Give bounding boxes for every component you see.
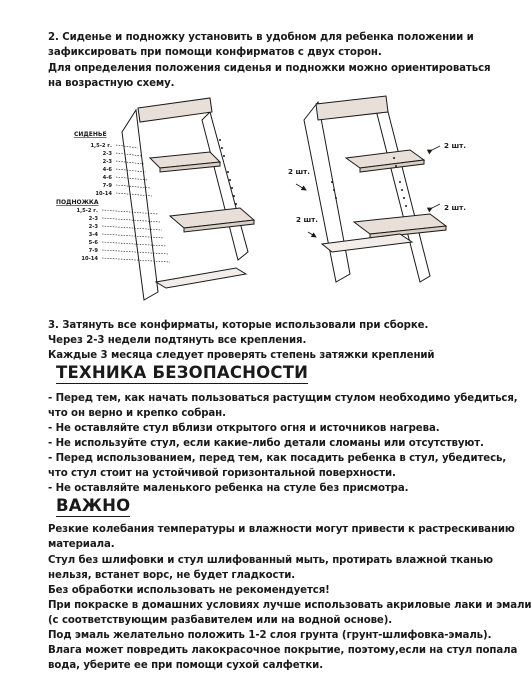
- foot-age-1: 1,5-2 г.: [76, 208, 98, 214]
- important-line-8: Под эмаль желательно положить 1-2 слоя грунта (грунт-шлифовка-эмаль).: [48, 630, 492, 641]
- foot-age-5: 5-6: [88, 240, 98, 246]
- foot-title: ПОДНОЖКА: [56, 199, 99, 206]
- seat-age-2: 2-3: [102, 151, 112, 157]
- important-line-7: (с соответствующим разбавителем или на водной основе).: [48, 615, 393, 626]
- step2-line1: 2. Сиденье и подножку установить в удобном для ребенка положении и: [48, 32, 474, 43]
- safety-line-4: - Не используйте стул, если какие-либо детали сломаны или отсутствуют.: [48, 438, 484, 449]
- seat-age-4: 4-6: [102, 167, 112, 173]
- qty-right-lower: 2 шт.: [444, 203, 467, 212]
- step2-line2: зафиксировать при помощи конфирматов с двух сторон.: [48, 47, 382, 58]
- foot-age-4: 3-4: [88, 232, 98, 238]
- step3-line3: Каждые 3 месяца следует проверять степень затяжки креплений: [48, 350, 435, 361]
- chair-left-illustration: [122, 98, 254, 300]
- safety-line-2: что он верно и крепко собран.: [48, 408, 226, 419]
- chair-right-illustration: [304, 96, 446, 282]
- important-line-2: материала.: [48, 539, 115, 550]
- safety-line-6: что стул стоит на устойчивой горизонтальной поверхности.: [48, 468, 396, 479]
- step3-line2: Через 2-3 недели подтянуть все крепления.: [48, 335, 307, 346]
- safety-line-7: - Не оставляйте маленького ребенка на стуле без присмотра.: [48, 483, 409, 494]
- qty-left-upper: 2 шт.: [288, 167, 311, 176]
- safety-line-1: - Перед тем, как начать пользоваться растущим стулом необходимо убедиться,: [48, 393, 518, 404]
- safety-line-5: - Перед использованием, перед тем, как посадить ребенка в стул, убедитесь,: [48, 453, 507, 464]
- foot-age-3: 2-3: [88, 224, 98, 230]
- important-heading: ВАЖНО: [56, 496, 131, 515]
- step2-line4: на возрастную схему.: [48, 78, 175, 89]
- step3-line1: 3. Затянуть все конфирматы, которые использовали при сборке.: [48, 320, 429, 331]
- seat-age-7: 10-14: [95, 191, 112, 197]
- seat-age-3: 2-3: [102, 159, 112, 165]
- seat-age-5: 4-6: [102, 175, 112, 181]
- important-line-9: Влага может повредить лакокрасочное покрытие, поэтому,если на стул попала: [48, 645, 518, 656]
- important-line-10: вода, уберите ее при помощи сухой салфетки.: [48, 660, 323, 671]
- safety-heading: ТЕХНИКА БЕЗОПАСНОСТИ: [56, 363, 309, 382]
- safety-line-3: - Не оставляйте стул вблизи открытого огня и источников нагрева.: [48, 423, 440, 434]
- foot-age-2: 2-3: [88, 216, 98, 222]
- qty-left-lower: 2 шт.: [296, 215, 319, 224]
- foot-age-7: 10-14: [81, 256, 98, 262]
- qty-top-right: 2 шт.: [444, 141, 467, 150]
- important-line-4: нельзя, встанет ворс, не будет гладкости.: [48, 570, 296, 581]
- important-line-3: Стул без шлифовки и стул шлифованный мыть, протирать влажной тканью: [48, 555, 493, 566]
- seat-age-1: 1,5-2 г.: [90, 143, 112, 149]
- foot-age-6: 7-9: [88, 248, 98, 254]
- step2-line3: Для определения положения сиденья и подножки можно ориентироваться: [48, 63, 491, 74]
- important-line-5: Без обработки использовать не рекомендуется!: [48, 585, 330, 596]
- important-line-6: При покраске в домашних условиях лучше использовать акриловые лаки и эмали: [48, 600, 531, 611]
- chair-assembly-diagram: [56, 92, 467, 307]
- seat-age-6: 7-9: [102, 183, 112, 189]
- important-line-1: Резкие колебания температуры и влажности могут привести к растрескиванию: [48, 524, 515, 535]
- seat-title: СИДЕНЬЕ: [74, 131, 107, 138]
